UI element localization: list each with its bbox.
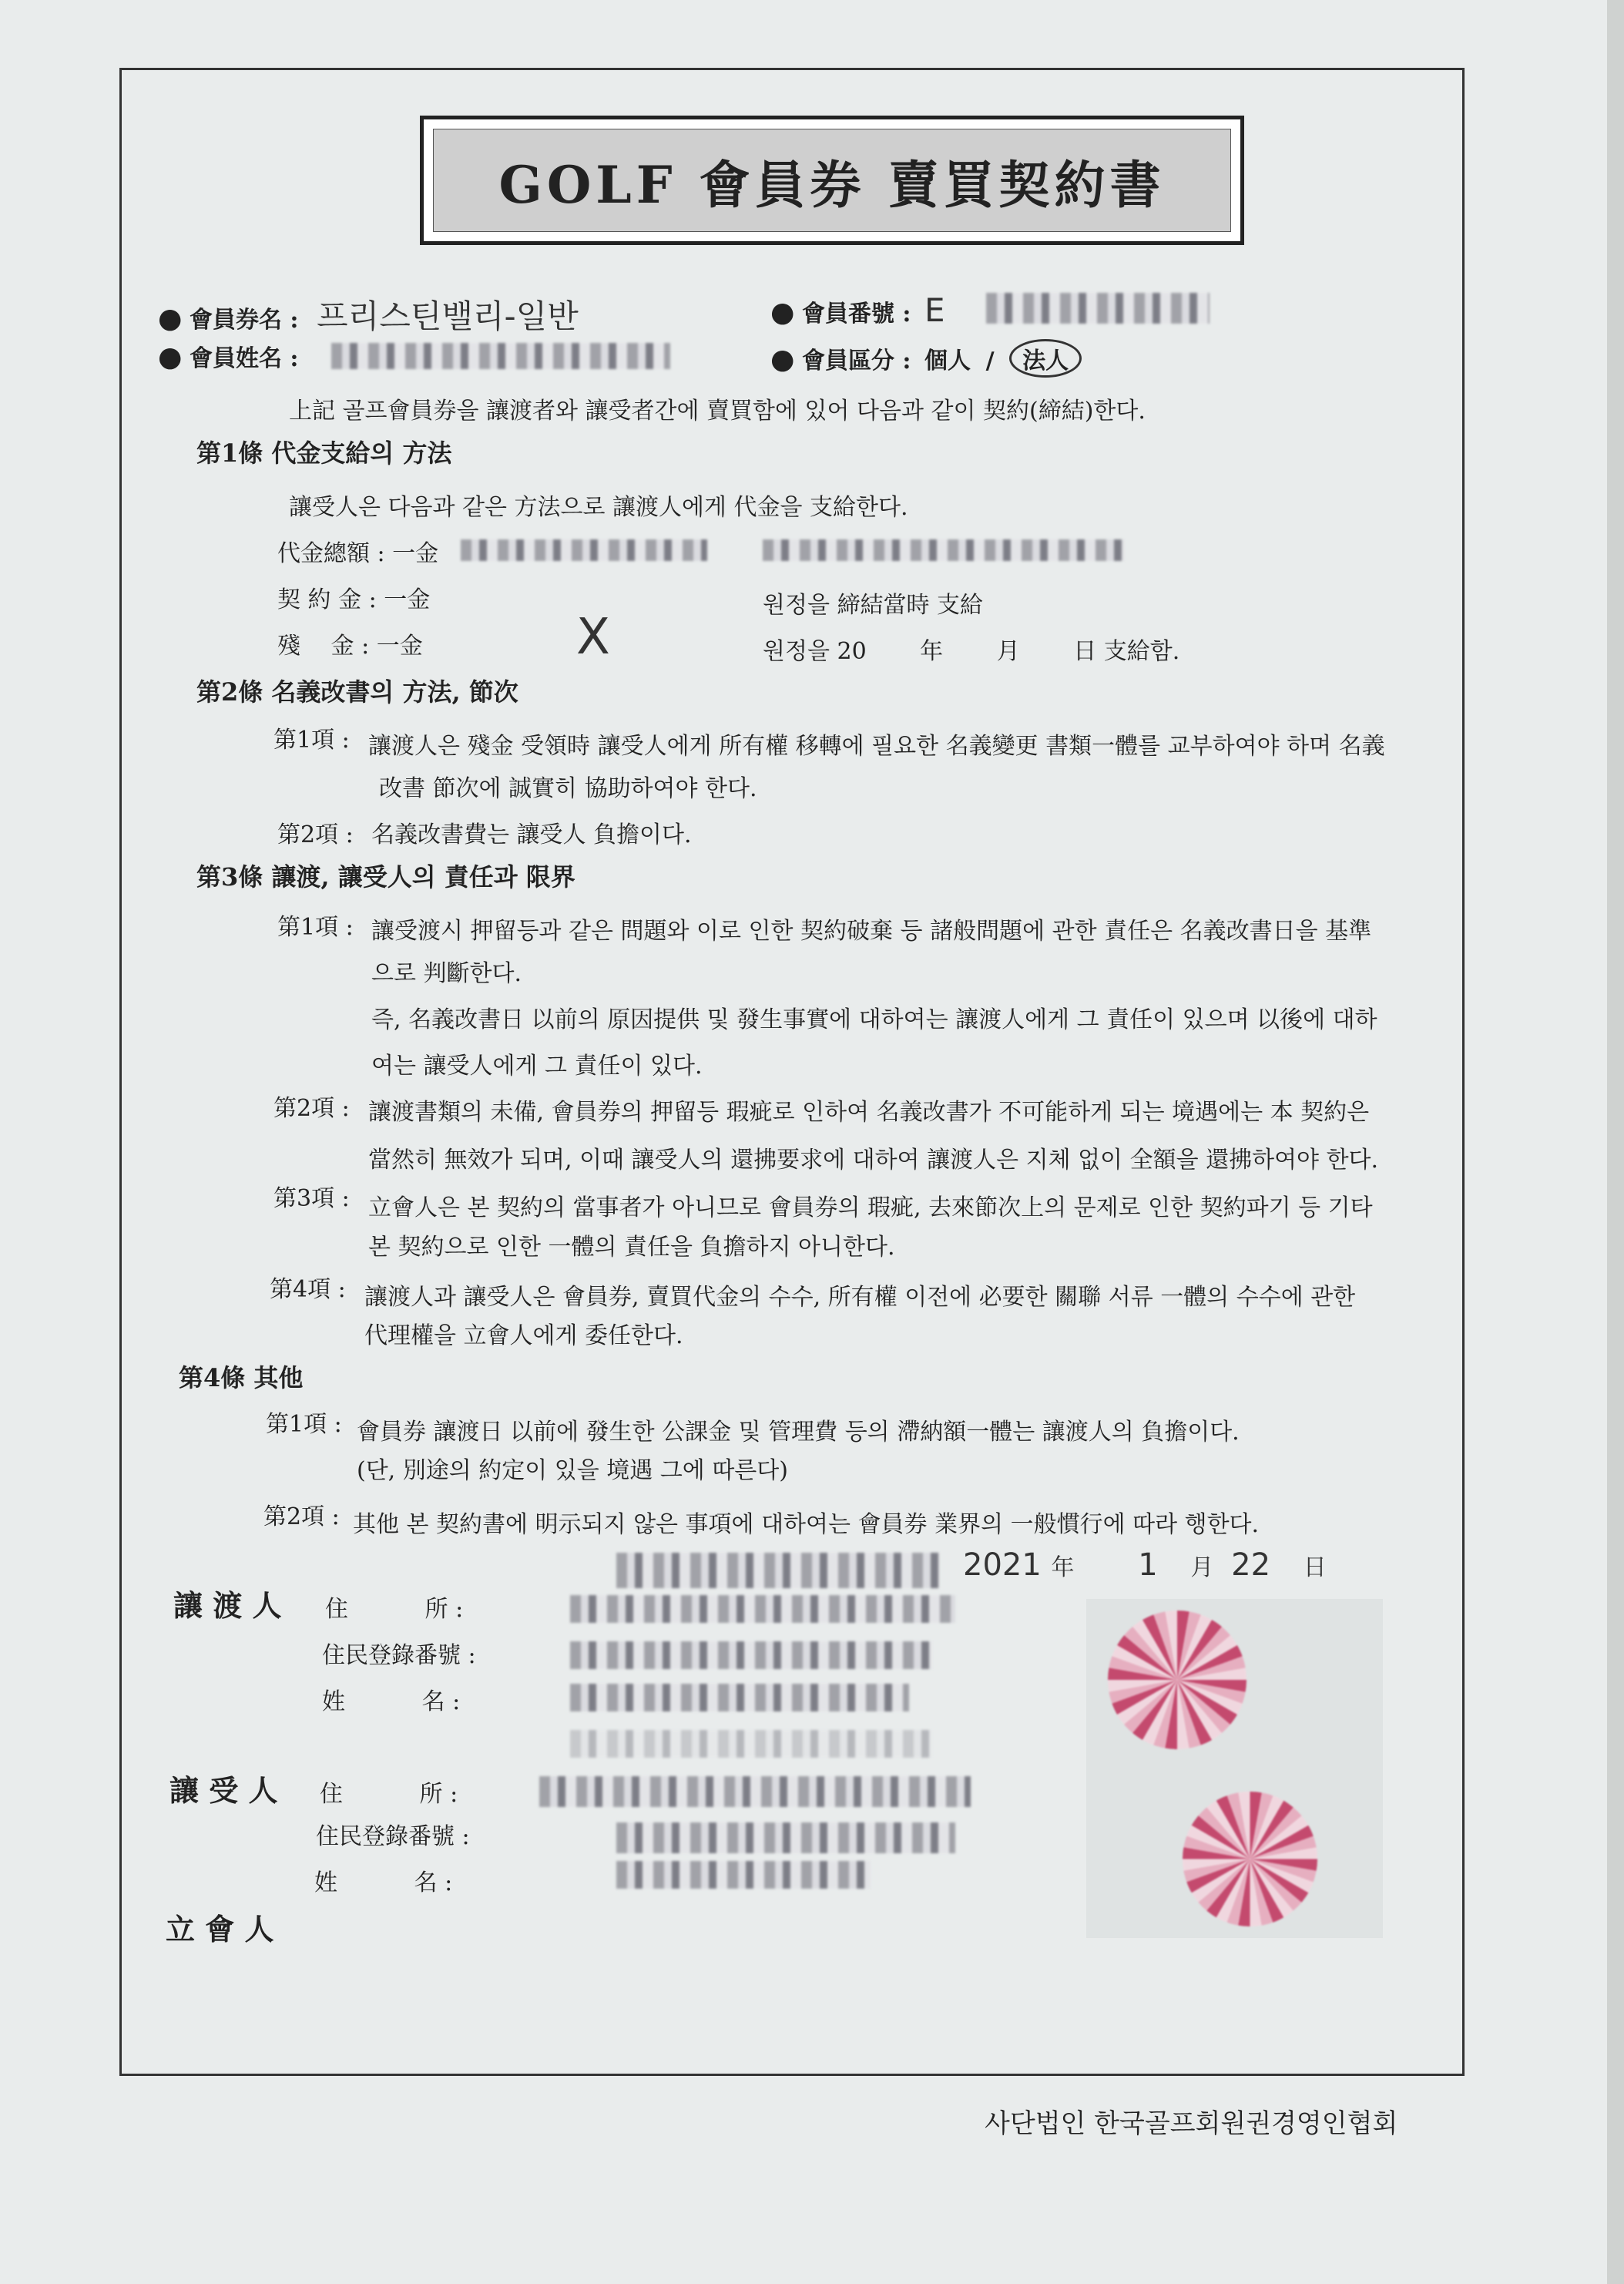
page-edge-shadow (1607, 0, 1624, 2284)
article3-item2-line2: 當然히 無效가 되며, 이때 讓受人의 還拂要求에 대하여 讓渡人은 지체 없이 全額을 還拂하여야 한다. (368, 1147, 1379, 1174)
member-type-row (770, 339, 1082, 378)
contract-date (963, 1547, 1327, 1583)
article3-item2-label: 第2項 : (273, 1095, 350, 1122)
redacted-transferor-address (570, 1595, 955, 1623)
article4-heading: 第4條 其他 (179, 1363, 304, 1392)
transferor-heading: 讓 渡 人 (173, 1588, 282, 1623)
bullet-icon: ● (770, 297, 795, 328)
article3-item4-line1: 讓渡人과 讓受人은 會員券, 賣買代金의 수수, 所有權 이전에 必要한 關聯 서류 一體의 수수에 관한 (364, 1284, 1356, 1311)
document-title: GOLF 會員券 賣買契約書 (433, 129, 1231, 232)
deposit-label: 契 約 金 : 一金 (277, 586, 431, 613)
member-name-label: 會員姓名 : (189, 345, 299, 372)
article2-item1-line2: 改書 節次에 誠實히 協助하여야 한다. (379, 775, 757, 802)
article2-item1-label: 第1項 : (273, 727, 350, 754)
article4-item2-label: 第2項 : (263, 1503, 340, 1530)
redacted-total-amount-words (763, 539, 1125, 561)
transferee-heading: 讓 受 人 (169, 1773, 278, 1808)
association-footer: 사단법인 한국골프회원권경영인협회 (985, 2108, 1398, 2139)
article2-heading: 第2條 名義改書의 方法, 節次 (196, 677, 518, 707)
member-type-separator: / (985, 348, 995, 375)
article1-text: 讓受人은 다음과 같은 方法으로 讓渡人에게 代金을 支給한다. (289, 494, 908, 521)
article3-item4-line2: 代理權을 立會人에게 委任한다. (364, 1322, 683, 1349)
member-number-value: E (924, 291, 945, 329)
witness-heading: 立 會 人 (166, 1912, 274, 1946)
transferee-name-label: 姓 名 : (314, 1869, 453, 1896)
redacted-transferee-name (616, 1861, 871, 1889)
article4-item2-line1: 其他 본 契約書에 明示되지 않은 事項에 대하여는 會員券 業界의 一般慣行에 따라 행한다. (353, 1511, 1260, 1538)
membership-name-row (158, 291, 579, 338)
redacted-transferor-name (570, 1684, 909, 1711)
article1-heading: 第1條 代金支給의 方法 (196, 438, 452, 468)
redacted-total-amount (461, 539, 707, 561)
article3-item1-label: 第1項 : (277, 914, 354, 941)
redacted-transferee-reg (616, 1822, 955, 1853)
article4-item1-label: 第1項 : (266, 1411, 342, 1438)
intro-text: 上記 골프會員券을 讓渡者와 讓受者간에 賣買함에 있어 다음과 같이 契約(締結)한다. (289, 398, 1146, 425)
redacted-member-number (986, 293, 1210, 324)
article3-item1-line4: 여는 讓受人에게 그 責任이 있다. (371, 1053, 703, 1080)
article3-item1-line1: 讓受渡시 押留등과 같은 問題와 이로 인한 契約破棄 등 諸般問題에 관한 責任은 名義改書日을 基準 (371, 918, 1372, 945)
transferor-address-label: 住 所 : (325, 1596, 464, 1623)
article2-item1-line1: 讓渡人은 殘金 受領時 讓受人에게 所有權 移轉에 필요한 名義變更 書類一體를 교부하여야 하며 名義 (368, 733, 1385, 760)
transferee-address-label: 住 所 : (320, 1781, 458, 1808)
article3-item3-label: 第3項 : (273, 1185, 350, 1212)
bullet-icon: ● (770, 344, 795, 375)
member-name-row (158, 339, 299, 373)
balance-note: 원정을 20 年 月 日 支給함. (763, 638, 1180, 665)
membership-name-value: 프리스틴밸리-일반 (317, 297, 579, 335)
membership-name-label: 會員券名 : (189, 307, 299, 334)
total-amount-label: 代金總額 : 一金 (277, 540, 439, 567)
balance-cross-mark: X (576, 609, 610, 666)
redacted-transferee-address (539, 1776, 971, 1807)
redacted-date-prefix (616, 1553, 940, 1588)
article3-item3-line1: 立會人은 본 契約의 當事者가 아니므로 會員券의 瑕疵, 去來節次上의 문제로 인한 契約파기 등 기타 (368, 1194, 1373, 1221)
balance-label: 殘 金 : 一金 (277, 633, 423, 660)
redacted-transferor-extra (570, 1730, 932, 1758)
article3-heading: 第3條 讓渡, 讓受人의 責任과 限界 (196, 862, 575, 892)
transferor-seal-stamp (1108, 1611, 1247, 1749)
article3-item1-line3: 즉, 名義改書日 以前의 原因提供 및 發生事實에 대하여는 讓渡人에게 그 責任이 있으며 以後에 대하 (371, 1006, 1377, 1033)
bullet-icon: ● (158, 341, 183, 373)
redacted-member-name (331, 343, 670, 369)
transferee-seal-stamp (1183, 1792, 1317, 1926)
member-number-label: 會員番號 : (801, 301, 911, 327)
date-year-unit: 年 (1051, 1554, 1075, 1581)
article3-item2-line1: 讓渡書類의 未備, 會員券의 押留등 瑕疵로 인하여 名義改書가 不可能하게 되는 境遇에는 本 契約은 (368, 1099, 1370, 1126)
article3-item4-label: 第4項 : (270, 1276, 346, 1303)
member-type-corporate: 法人 (1009, 339, 1082, 378)
member-number-row (770, 291, 945, 329)
date-month-unit: 月 (1190, 1554, 1214, 1581)
article2-item2-line1: 名義改書費는 讓受人 負擔이다. (371, 821, 692, 848)
article3-item1-line2: 으로 判斷한다. (371, 960, 522, 987)
member-type-label: 會員區分 : (801, 348, 911, 375)
date-day: 22 (1231, 1547, 1271, 1583)
deposit-note: 원정을 締結當時 支給 (763, 592, 984, 619)
transferor-name-label: 姓 名 : (322, 1688, 461, 1715)
date-day-unit: 日 (1303, 1554, 1327, 1581)
date-month: 1 (1138, 1547, 1158, 1583)
date-year: 2021 (963, 1547, 1042, 1583)
article4-item1-line2: (단, 別途의 約定이 있을 境遇 그에 따른다) (357, 1457, 788, 1484)
article2-item2-label: 第2項 : (277, 821, 354, 848)
article3-item3-line2: 본 契約으로 인한 一體의 責任을 負擔하지 아니한다. (368, 1234, 895, 1261)
transferor-reg-label: 住民登錄番號 : (322, 1642, 476, 1669)
member-type-individual: 個人 (924, 348, 971, 375)
article4-item1-line1: 會員券 讓渡日 以前에 發生한 公課金 및 管理費 등의 滯納額一體는 讓渡人의 負擔이다. (357, 1419, 1240, 1446)
bullet-icon: ● (158, 303, 183, 334)
transferee-reg-label: 住民登錄番號 : (316, 1823, 470, 1850)
redacted-transferor-reg (570, 1641, 932, 1669)
title-box (420, 116, 1244, 245)
